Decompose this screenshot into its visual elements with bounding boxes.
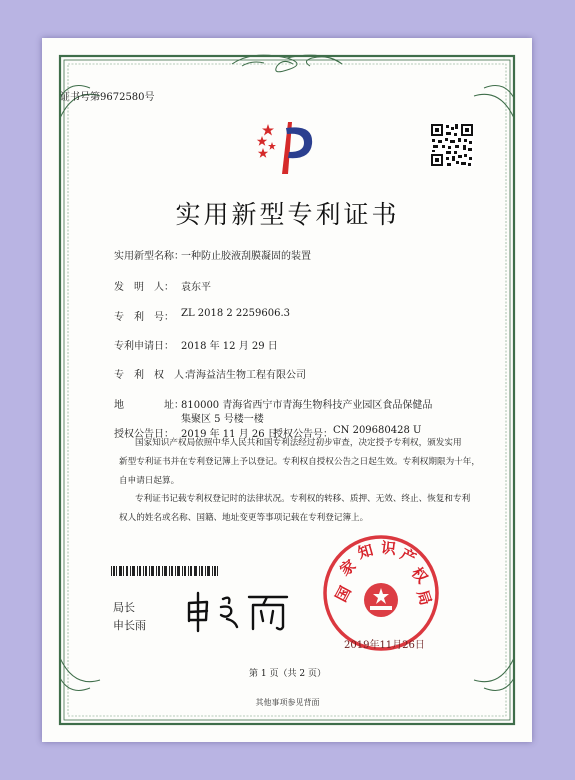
- field-label-name: 实用新型名称：: [114, 251, 184, 262]
- legal-paragraph-1: [119, 434, 480, 491]
- svg-text:局: 局: [413, 587, 436, 608]
- legal-paragraph-2: [119, 490, 470, 528]
- paragraph-1-line-1: 国家知识产权局依照中华人民共和国专利法经过初步审查，决定授予专利权，颁发实用: [135, 438, 462, 448]
- field-value-address-line1: 810000 青海省西宁市青海生物科技产业园区食品保健品: [181, 400, 433, 411]
- svg-text:知: 知: [355, 540, 376, 563]
- back-note: 其他事项参见背面: [255, 698, 320, 707]
- svg-text:识: 识: [380, 538, 397, 558]
- field-value-inventor: 袁东平: [181, 282, 211, 293]
- seal-date: 2019年11月26日: [344, 640, 425, 651]
- paragraph-1-line-2: 新型专利证书并在专利登记簿上予以登记。专利权自授权公告之日起生效。专利权期限为十年，: [119, 457, 480, 467]
- field-label-grant-date: 授权公告日：: [114, 429, 174, 440]
- qr-code: [430, 123, 474, 167]
- signer-name: 申长雨: [113, 619, 146, 632]
- signer-title: 局长: [113, 601, 135, 614]
- svg-text:国: 国: [331, 583, 355, 605]
- svg-text:权: 权: [407, 563, 432, 587]
- field-value-grant-no: CN 209680428 U: [333, 425, 422, 436]
- paragraph-2-line-2: 权人的姓名或名称、国籍、地址变更等事项记载在专利登记簿上。: [119, 513, 369, 523]
- field-value-patentee: 青海益洁生物工程有限公司: [186, 370, 306, 381]
- field-label-grant-no: 授权公告号：: [273, 429, 333, 440]
- field-value-name: 一种防止胶液刮膜凝固的装置: [181, 251, 311, 262]
- paragraph-2-line-1: 专利证书记载专利权登记时的法律状况。专利权的转移、质押、无效、终止、恢复和专利: [135, 494, 471, 504]
- patent-office-logo-icon: [252, 118, 322, 178]
- handwritten-signature: [183, 591, 295, 633]
- certificate-number: 证书号第9672580号: [60, 92, 155, 103]
- page-footer: 第 1 页（共 2 页）: [249, 669, 326, 679]
- svg-text:家: 家: [336, 556, 360, 580]
- field-value-filing-date: 2018 年 12 月 29 日: [181, 341, 278, 352]
- field-label-filing-date: 专利申请日：: [114, 341, 174, 352]
- field-value-address-line2: 集聚区 5 号楼一楼: [181, 414, 264, 425]
- field-value-patent-no: ZL 2018 2 2259606.3: [181, 308, 291, 319]
- svg-text:产: 产: [397, 544, 420, 568]
- field-label-patentee: 专 利 权 人：: [114, 370, 194, 381]
- paragraph-1-line-3: 自申请日起算。: [119, 476, 180, 486]
- field-label-patent-no: 专 利 号：: [114, 312, 174, 323]
- barcode: [111, 566, 219, 576]
- national-emblem-icon: [364, 583, 398, 617]
- certificate-title: 实用新型专利证书: [175, 200, 400, 229]
- field-value-grant-date: 2019 年 11 月 26 日: [181, 429, 278, 440]
- field-label-inventor: 发 明 人：: [114, 282, 174, 293]
- field-label-address: 地 址：: [114, 400, 184, 411]
